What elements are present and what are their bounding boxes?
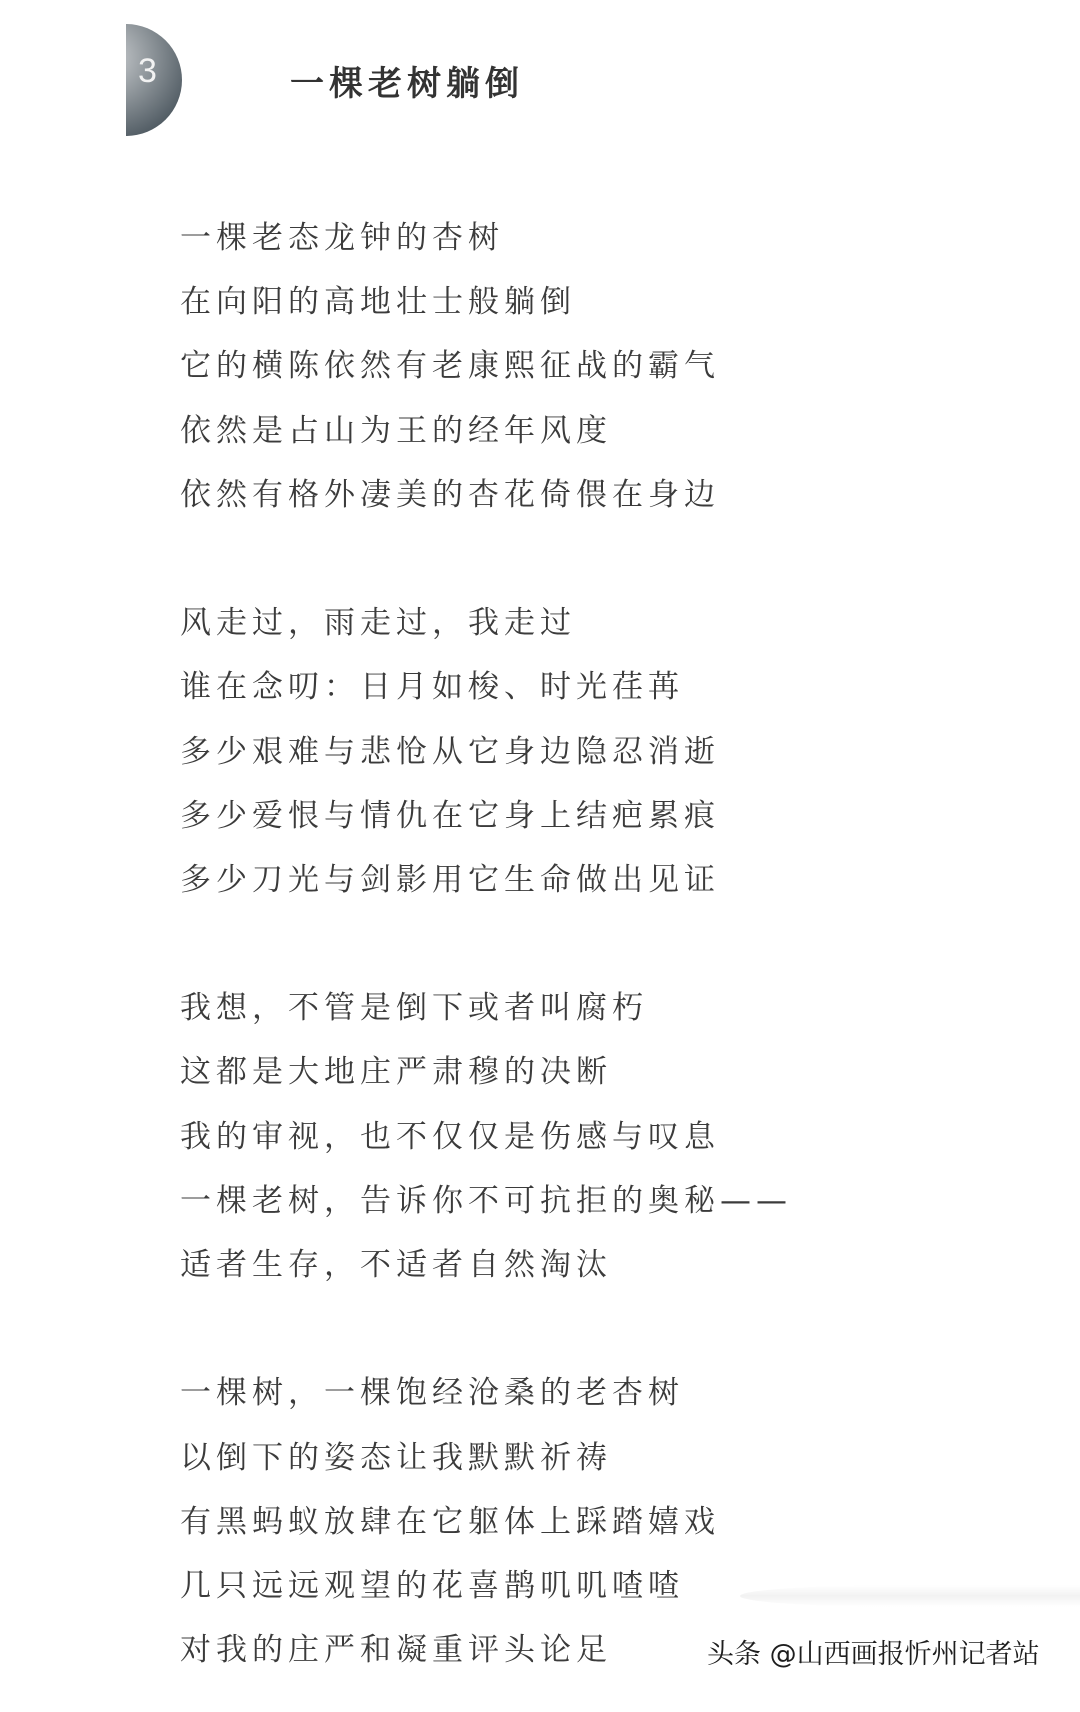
- watermark: 头条 @山西画报忻州记者站: [707, 1639, 1040, 1670]
- poem-line: 几只远远观望的花喜鹊叽叽喳喳: [180, 1567, 684, 1604]
- poem-line: 一棵树，一棵饱经沧桑的老杏树: [180, 1375, 684, 1412]
- poem-line: 多少刀光与剑影用它生命做出见证: [180, 861, 720, 898]
- stanza: [180, 976, 792, 1297]
- poem-line: 我想，不管是倒下或者叫腐朽: [180, 990, 648, 1027]
- poem-line: 适者生存，不适者自然淘汰: [180, 1247, 612, 1283]
- poem-line: 多少艰难与悲怆从它身边隐忍消逝: [180, 733, 720, 770]
- poem-line: 多少爱恨与情仇在它身上结疤累痕: [180, 797, 720, 834]
- section-number-badge: [70, 24, 182, 136]
- poem-line: 一棵老态龙钟的杏树: [180, 220, 504, 256]
- stanza: [180, 1361, 792, 1682]
- poem-line: 我的审视，也不仅仅是伤感与叹息: [180, 1118, 720, 1155]
- poem-line: 有黑蚂蚁放肆在它躯体上踩踏嬉戏: [180, 1503, 720, 1540]
- poem-line: 这都是大地庄严肃穆的决断: [180, 1054, 612, 1091]
- poem-line: 依然是占山为王的经年风度: [180, 412, 612, 449]
- poem-title: 一棵老树躺倒: [290, 64, 524, 104]
- poem-line: 一棵老树，告诉你不可抗拒的奥秘——: [180, 1182, 792, 1219]
- stanza: [180, 591, 792, 912]
- poem-body: [180, 206, 792, 1682]
- poem-line: 它的横陈依然有老康熙征战的霸气: [180, 348, 720, 385]
- poem-line: 风走过，雨走过，我走过: [180, 605, 576, 642]
- poem-line: 以倒下的姿态让我默默祈祷: [180, 1439, 612, 1476]
- section-number: 3: [138, 52, 157, 90]
- poem-line: 在向阳的高地壮士般躺倒: [180, 284, 576, 321]
- poem-line: 对我的庄严和凝重评头论足: [180, 1632, 612, 1669]
- poem-line: 谁在念叨：日月如梭、时光荏苒: [180, 669, 684, 706]
- stanza: [180, 206, 792, 527]
- poem-line: 依然有格外凄美的杏花倚偎在身边: [180, 476, 720, 513]
- shadow-band: [740, 1585, 1080, 1607]
